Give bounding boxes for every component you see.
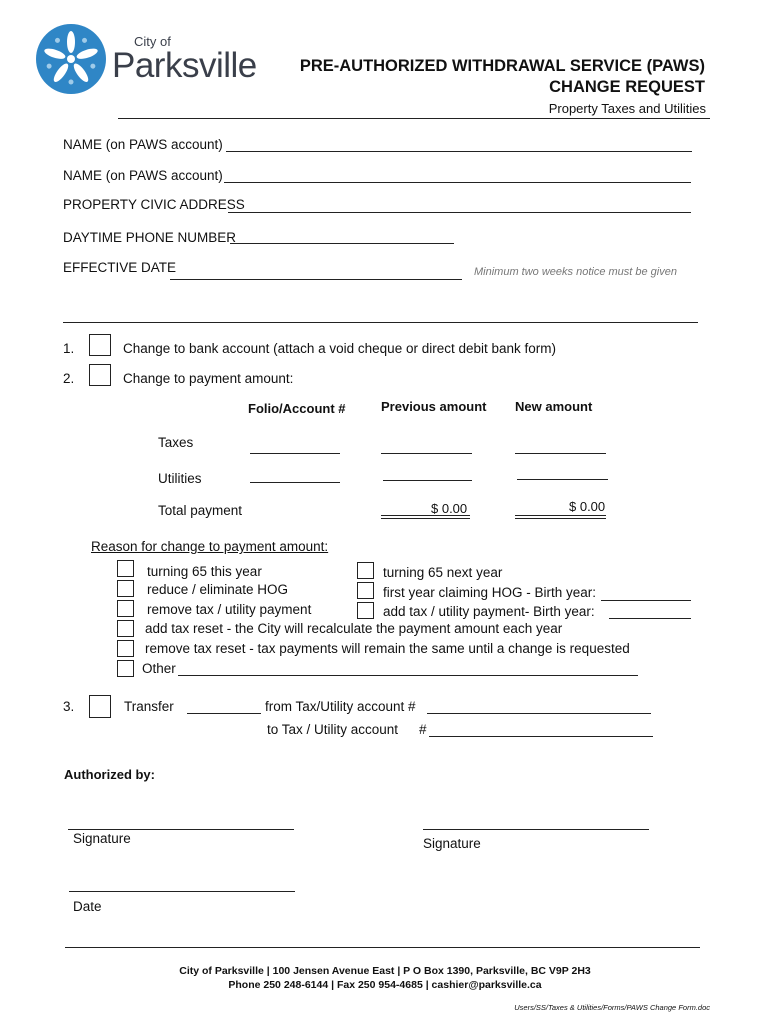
name-field-2[interactable] [224,182,691,183]
reason-7-checkbox[interactable] [117,620,134,637]
form-title-line2: CHANGE REQUEST [549,78,705,96]
name-label-1: NAME (on PAWS account) [63,137,223,152]
address-label: PROPERTY CIVIC ADDRESS [63,197,245,212]
option-1-checkbox[interactable] [89,334,111,356]
phone-label: DAYTIME PHONE NUMBER [63,230,237,245]
utilities-folio-field[interactable] [250,482,340,483]
option-3-number: 3. [63,699,75,714]
signature-line-1[interactable] [68,829,294,830]
row-total-label: Total payment [158,503,243,518]
utilities-previous-field[interactable] [383,480,472,481]
reason-2-checkbox[interactable] [117,580,134,597]
taxes-new-field[interactable] [515,453,606,454]
taxes-previous-field[interactable] [381,453,472,454]
effective-date-label: EFFECTIVE DATE [63,260,177,275]
reason-other-field[interactable] [178,675,638,676]
notice-text: Minimum two weeks notice must be given [474,266,677,278]
reason-4-checkbox[interactable] [357,562,374,579]
reason-5-birth-year-field[interactable] [601,600,691,601]
total-previous-value: $ 0.00 [431,501,468,516]
utilities-new-field[interactable] [517,479,608,480]
option-3-checkbox[interactable] [89,695,111,718]
authorized-by-heading: Authorized by: [64,767,155,782]
total-new-value: $ 0.00 [569,499,606,514]
form-title-line1: PRE-AUTHORIZED WITHDRAWAL SERVICE (PAWS) [299,57,705,75]
reason-8-label: remove tax reset - tax payments will remain the same until a change is requested [145,641,630,656]
logo-city-of: City of [134,34,171,49]
date-label: Date [73,899,102,914]
footer-contact: Phone 250 248-6144 | Fax 250 954-4685 | cashier@parksville.ca [228,979,542,991]
reason-8-checkbox[interactable] [117,640,134,657]
reason-5-label: first year claiming HOG - Birth year: [383,585,597,600]
footer-rule [65,947,700,948]
address-field[interactable] [228,212,691,213]
reason-heading: Reason for change to payment amount: [91,539,329,554]
reason-7-label: add tax reset - the City will recalculate the payment amount each year [145,621,563,636]
date-line[interactable] [69,891,295,892]
reason-5-checkbox[interactable] [357,582,374,599]
header-rule [118,118,710,119]
form-subtitle: Property Taxes and Utilities [548,101,706,116]
reason-6-label: add tax / utility payment- Birth year: [383,604,595,619]
footer-address: City of Parksville | 100 Jensen Avenue East | P O Box 1390, Parksville, BC V9P 2H3 [179,965,591,977]
reason-6-checkbox[interactable] [357,602,374,619]
option-2-checkbox[interactable] [89,364,111,386]
total-previous-underline [381,515,470,516]
to-account-field[interactable] [429,736,653,737]
column-previous-header: Previous amount [381,399,487,414]
signature-label-1: Signature [73,831,131,846]
column-folio-header: Folio/Account # [248,401,346,416]
footer-file-path: Users/SS/Taxes & Utilities/Forms/PAWS Change Form.doc [514,1003,710,1012]
from-account-label: from Tax/Utility account # [265,699,416,714]
sand-dollar-icon [34,22,108,96]
name-label-2: NAME (on PAWS account) [63,168,223,183]
total-new-underline [515,515,606,516]
option-1-number: 1. [63,341,75,356]
from-account-field[interactable] [427,713,651,714]
column-new-header: New amount [515,399,593,414]
to-account-hash: # [419,722,427,737]
section-divider [63,322,698,323]
total-new-underline-2 [515,518,606,519]
row-utilities-label: Utilities [158,471,202,486]
total-previous-underline-2 [381,518,470,519]
reason-6-birth-year-field[interactable] [609,618,691,619]
row-taxes-label: Taxes [158,435,194,450]
reason-9-label: Other [142,661,176,676]
effective-date-field[interactable] [170,279,462,280]
reason-2-label: reduce / eliminate HOG [147,582,289,597]
option-2-number: 2. [63,371,75,386]
reason-1-label: turning 65 this year [147,564,262,579]
signature-line-2[interactable] [423,829,649,830]
name-field-1[interactable] [226,151,692,152]
phone-field[interactable] [230,243,454,244]
signature-label-2: Signature [423,836,481,851]
reason-1-checkbox[interactable] [117,560,134,577]
option-1-label: Change to bank account (attach a void cheque or direct debit bank form) [123,341,557,356]
transfer-label: Transfer [124,699,174,714]
reason-3-checkbox[interactable] [117,600,134,617]
transfer-amount-field[interactable] [187,713,261,714]
option-2-label: Change to payment amount: [123,371,294,386]
city-logo [34,22,284,96]
taxes-folio-field[interactable] [250,453,340,454]
reason-9-checkbox[interactable] [117,660,134,677]
logo-wordmark: Parksville [112,46,257,85]
to-account-label: to Tax / Utility account [267,722,399,737]
reason-3-label: remove tax / utility payment [147,602,312,617]
reason-4-label: turning 65 next year [383,565,503,580]
